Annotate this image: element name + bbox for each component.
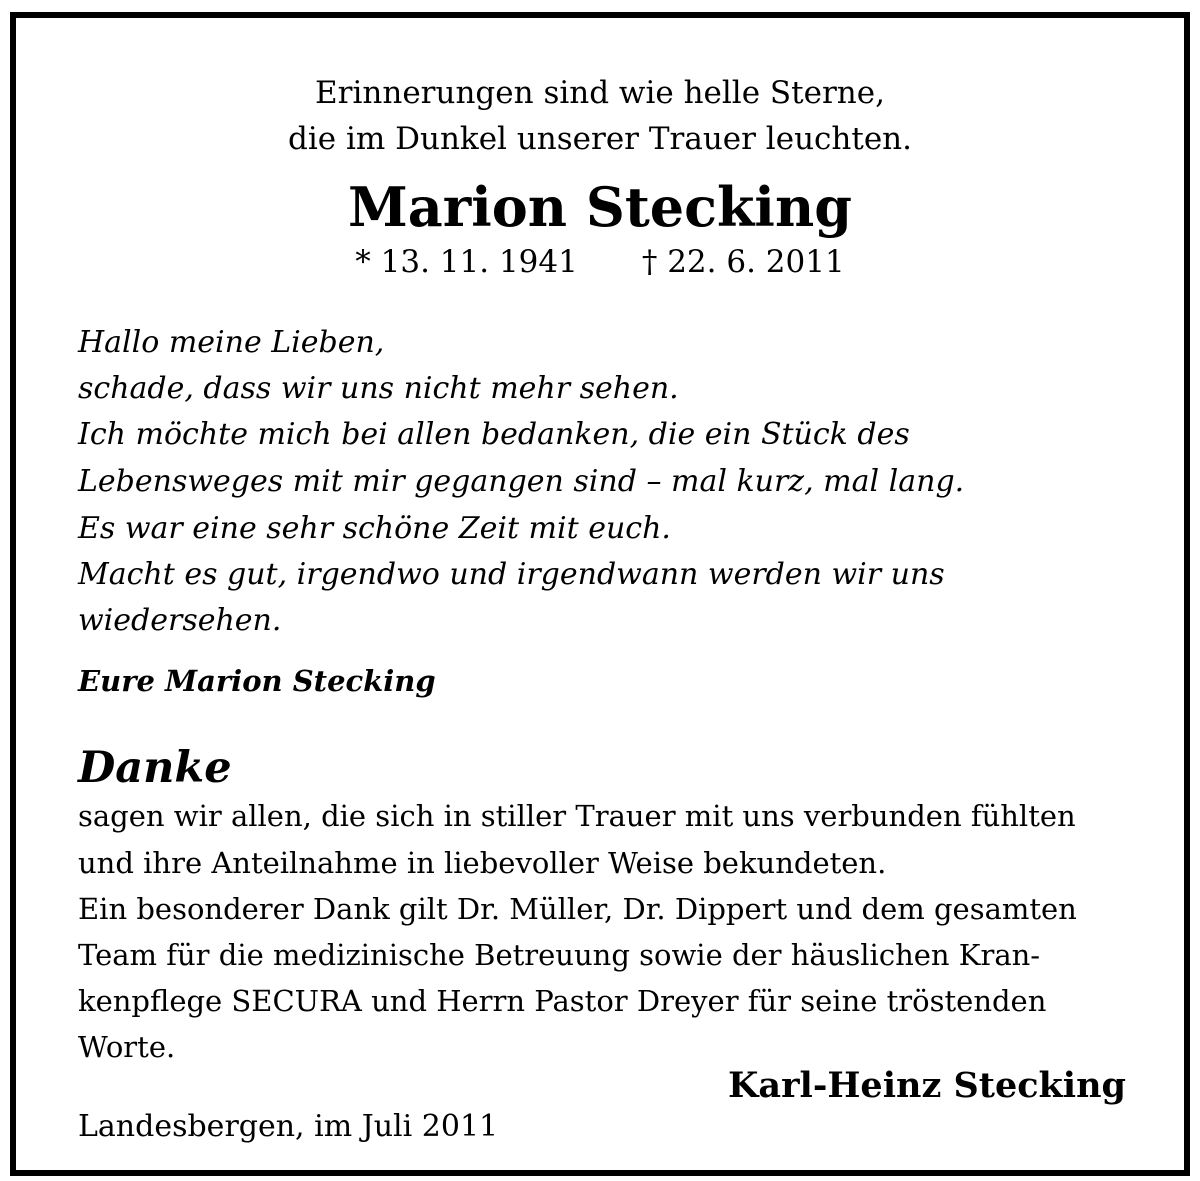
thanks-line: Worte. <box>78 1030 176 1064</box>
letter-line: Lebensweges mit mir gegangen sind – mal kurz, mal lang. <box>78 464 965 499</box>
letter-line: Hallo meine Lieben, <box>78 325 385 360</box>
thanks-line: Team für die medizinische Betreuung sowie der häuslichen Kran- <box>78 938 1041 972</box>
letter-line: Macht es gut, irgendwo und irgendwann werden wir uns <box>78 557 945 592</box>
letter-line: Es war eine sehr schöne Zeit mit euch. <box>78 511 671 546</box>
family-signature: Karl-Heinz Stecking <box>728 1065 1126 1106</box>
deceased-name: Marion Stecking <box>348 175 852 239</box>
thanks-line: kenpflege SECURA und Herrn Pastor Dreyer für seine tröstenden <box>78 984 1047 1018</box>
letter-line: wiedersehen. <box>78 603 282 638</box>
thanks-heading: Danke <box>78 743 232 793</box>
motto-line-1: Erinnerungen sind wie helle Sterne, <box>315 75 885 111</box>
motto-line-2: die im Dunkel unserer Trauer leuchten. <box>288 121 912 157</box>
thanks-line: sagen wir allen, die sich in stiller Trauer mit uns verbunden fühlten <box>78 799 1076 833</box>
life-dates <box>16 240 1184 284</box>
birth-date: * 13. 11. 1941 <box>355 244 578 280</box>
death-date: † 22. 6. 2011 <box>641 244 845 280</box>
thanks-line: Ein besonderer Dank gilt Dr. Müller, Dr. Dippert und dem gesamten <box>78 892 1077 926</box>
thanks-line: und ihre Anteilnahme in liebevoller Weise bekundeten. <box>78 846 887 880</box>
place-and-date: Landesbergen, im Juli 2011 <box>78 1109 499 1144</box>
letter-line: schade, dass wir uns nicht mehr sehen. <box>78 371 679 406</box>
letter-line: Ich möchte mich bei allen bedanken, die ein Stück des <box>78 417 910 452</box>
obituary-frame <box>10 12 1190 1176</box>
letter-signature: Eure Marion Stecking <box>78 664 436 698</box>
